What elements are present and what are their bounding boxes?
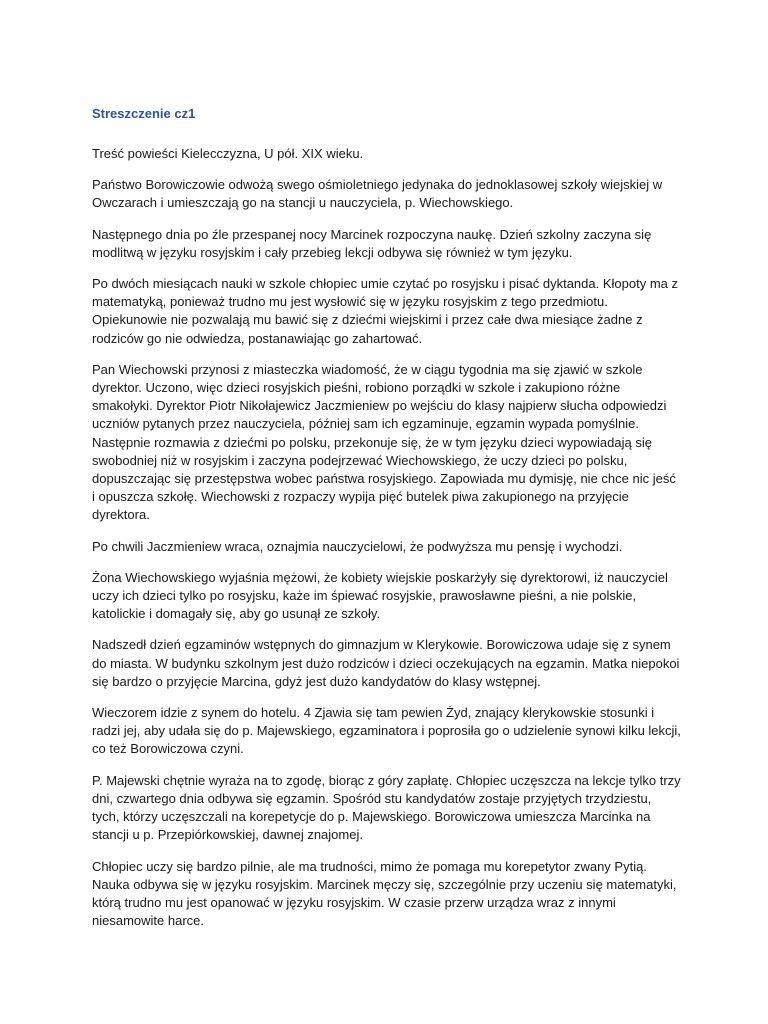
section-heading: Streszczenie cz1 [92,106,196,121]
paragraph-3: Następnego dnia po źle przespanej nocy Marcinek rozpoczyna naukę. Dzień szkolny zaczyna się modlitwą w języku rosyjskim i cały przebieg lekcji odbywa się również w tym języku. [92,226,652,260]
paragraph-4: Po dwóch miesiącach nauki w szkole chłopiec umie czytać po rosyjsku i pisać dyktanda. Kłopoty ma z matematyką, ponieważ trudno mu jest wysłowić się w języku rosyjskim z tego przedmiotu. Opiekunowie nie pozwalają mu bawić się z dziećmi wiejskimi i przez całe dwa miesiące żadne z rodziców go nie odwiedza, postanawiając go zahartować. [92,276,678,346]
paragraph-7: Żona Wiechowskiego wyjaśnia mężowi, że kobiety wiejskie poskarżyły się dyrektorowi, iż nauczyciel uczy ich dzieci tylko po rosyjsku, każe im śpiewać rosyjskie, prawosławne pieśni, a nie polskie, katolickie i domagały się, aby go usunął ze szkoły. [92,569,668,622]
paragraph-1: Treść powieści Kielecczyzna, U pół. XIX wieku. [92,146,364,161]
paragraph-5: Pan Wiechowski przynosi z miasteczka wiadomość, że w ciągu tygodnia ma się zjawić w szkole dyrektor. Uczono, więc dzieci rosyjskich pieśni, robiono porządki w szkole i zakupiono różne smakołyki. Dyrektor Piotr Nikołajewicz Jaczmieniew po wejściu do klasy najpierw słucha odpowiedzi uczniów pytanych przez nauczyciela, później sam ich egzaminuje, egzamin wypada pomyślnie. Następnie rozmawia z dziećmi po polsku, przekonuje się, że w tym języku dzieci wypowiadają się swobodniej niż w rosyjskim i zaczyna podejrzewać Wiechowskiego, że uczy dzieci po polsku, dopuszczając się przestępstwa wobec państwa rosyjskiego. Zapowiada mu dymisję, nie chce nic jeść i opuszcza szkołę. Wiechowski z rozpaczy wypija pięć butelek piwa zakupionego na przyjęcie dyrektora. [92,361,676,523]
paragraph-6: Po chwili Jaczmieniew wraca, oznajmia nauczycielowi, że podwyższa mu pensję i wychodzi. [92,538,623,554]
paragraph-8: Nadszedł dzień egzaminów wstępnych do gimnazjum w Klerykowie. Borowiczowa udaje się z synem do miasta. W budynku szkolnym jest dużo rodziców i dzieci oczekujących na egzamin. Matka niepokoi się bardzo o przyjęcie Marcina, gdyż jest dużo kandydatów do klasy wstępnej. [92,637,680,689]
paragraph-11: Chłopiec uczy się bardzo pilnie, ale ma trudności, mimo że pomaga mu korepetytor zwany Pytią. Nauka odbywa się w języku rosyjskim. Marcinek męczy się, szczególnie przy uczeniu się matematyki, którą trudno mu jest opanować w języku rosyjskim. W czasie przerw urządza wraz z innymi niesamowite harce. [92,858,677,929]
document-body [92,105,682,943]
paragraph-2: Państwo Borowiczowie odwożą swego ośmioletniego jedynaka do jednoklasowej szkoły wiejskiej w Owczarach i umieszczają go na stancji u nauczyciela, p. Wiechowskiego. [92,177,663,211]
paragraph-10: P. Majewski chętnie wyraża na to zgodę, biorąc z góry zapłatę. Chłopiec uczęszcza na lekcje tylko trzy dni, czwartego dnia odbywa się egzamin. Spośród stu kandydatów zostaje przyjętych trzydziestu, tych, którzy uczęszczali na korepetycje do p. Majewskiego. Borowiczowa umieszcza Marcinka na stancji u p. Przepiórkowskiej, dawnej znajomej. [92,772,681,843]
paragraph-9: Wieczorem idzie z synem do hotelu. 4 Zjawia się tam pewien Żyd, znający klerykowskie stosunki i radzi jej, aby udała się do p. Majewskiego, egzaminatora i poprosiła go o udzielenie synowi kilku lekcji, co też Borowiczowa czyni. [92,705,681,757]
